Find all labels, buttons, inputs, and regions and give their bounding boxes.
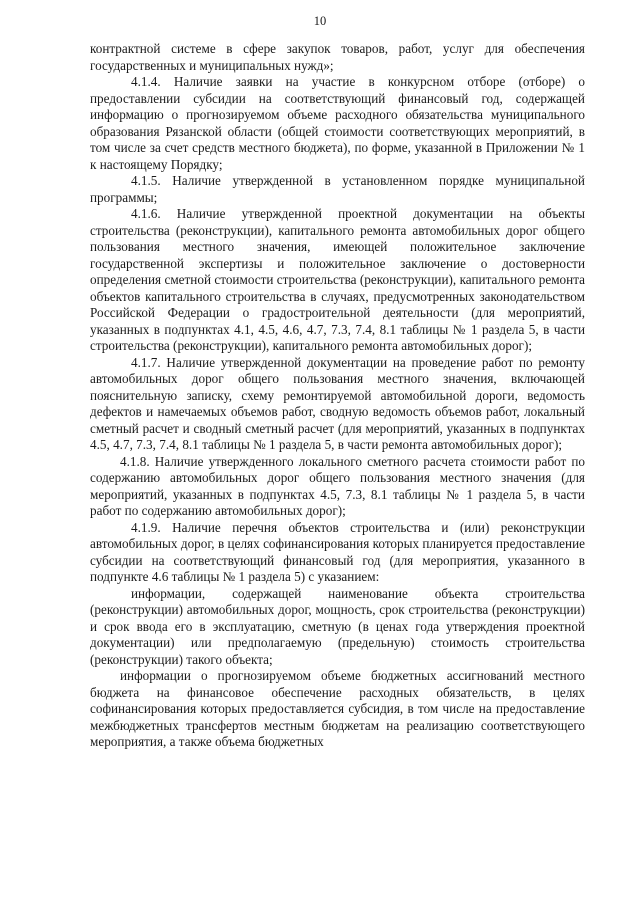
paragraph-4-1-7: 4.1.7. Наличие утвержденной документации на проведение работ по ремонту автомобильных дорог общего пользования местного значения, включающей пояснительную записку, схему ремонтируемой автомобильной дороги, ведомость дефектов и намечаемых объемов работ, сводную ведомость объемов работ, локальный сметный расчет и сводный сметный расчет (для мероприятий, указанных в подпунктах 4.5, 4.7, 7.3, 7.4, 8.1 таблицы № 1 раздела 5, в части ремонта автомобильных дорог); <box>90 354 585 452</box>
paragraph-budget-info: информации о прогнозируемом объеме бюджетных ассигнований местного бюджета на финансовое обеспечение расходных обязательств, в целях софинансирования которых предоставляется субсидия, в том числе на предоставление межбюджетных трансфертов местным бюджетам на реализацию соответствующего мероприятия, а также объема бюджетных <box>90 668 585 749</box>
paragraph-4-1-9: 4.1.9. Наличие перечня объектов строительства и (или) реконструкции автомобильных дорог, в целях софинансирования которых планируется предоставление субсидии на соответствующий финансовый год (для мероприятия, указанного в подпункте 4.6 таблицы № 1 раздела 5) с указанием: <box>90 519 585 584</box>
paragraph-object-info: информации, содержащей наименование объекта строительства (реконструкции) автомобильных дорог, мощность, срок строительства (реконструкции) и срок ввода его в эксплуатацию, сметную (в ценах года утверждения проектной документации) или предполагаемую (предельную) стоимость строительства (реконструкции) такого объекта; <box>90 585 585 667</box>
paragraph-4-1-5: 4.1.5. Наличие утвержденной в установленном порядке муниципальной программы; <box>90 173 585 205</box>
paragraph-4-1-4: 4.1.4. Наличие заявки на участие в конкурсном отборе (отборе) о предоставлении субсидии на соответствующий финансовый год, содержащей информацию о прогнозируемом объеме расходного обязательства муниципального образования Рязанской области (общей стоимости соответствующих мероприятий, в том числе за счет средств местного бюджета), по форме, указанной в Приложении № 1 к настоящему Порядку; <box>90 74 585 172</box>
document-body <box>90 41 585 751</box>
paragraph-4-1-8: 4.1.8. Наличие утвержденного локального сметного расчета стоимости работ по содержанию автомобильных дорог общего пользования местного значения (для мероприятий, указанных в подпунктах 4.5, 7.3, 8.1 таблицы № 1 раздела 5, в части работ по содержанию автомобильных дорог); <box>90 453 585 518</box>
page-number: 10 <box>313 14 327 28</box>
paragraph-4-1-6: 4.1.6. Наличие утвержденной проектной документации на объекты строительства (реконструкции), капитального ремонта автомобильных дорог общего пользования местного значения, имеющей положительное заключение государственной экспертизы и положительное заключение о достоверности определения сметной стоимости строительства (реконструкции), капитального ремонта объектов капитального строительства в случаях, предусмотренных законодательством Российской Федерации о градостроительной деятельности (для мероприятий, указанных в подпунктах 4.1, 4.5, 4.6, 4.7, 7.3, 7.4, 8.1 таблицы № 1 раздела 5, в части строительства (реконструкции), капитального ремонта автомобильных дорог); <box>90 206 585 353</box>
paragraph-continuation: контрактной системе в сфере закупок товаров, работ, услуг для обеспечения государственных и муниципальных нужд»; <box>90 41 585 73</box>
